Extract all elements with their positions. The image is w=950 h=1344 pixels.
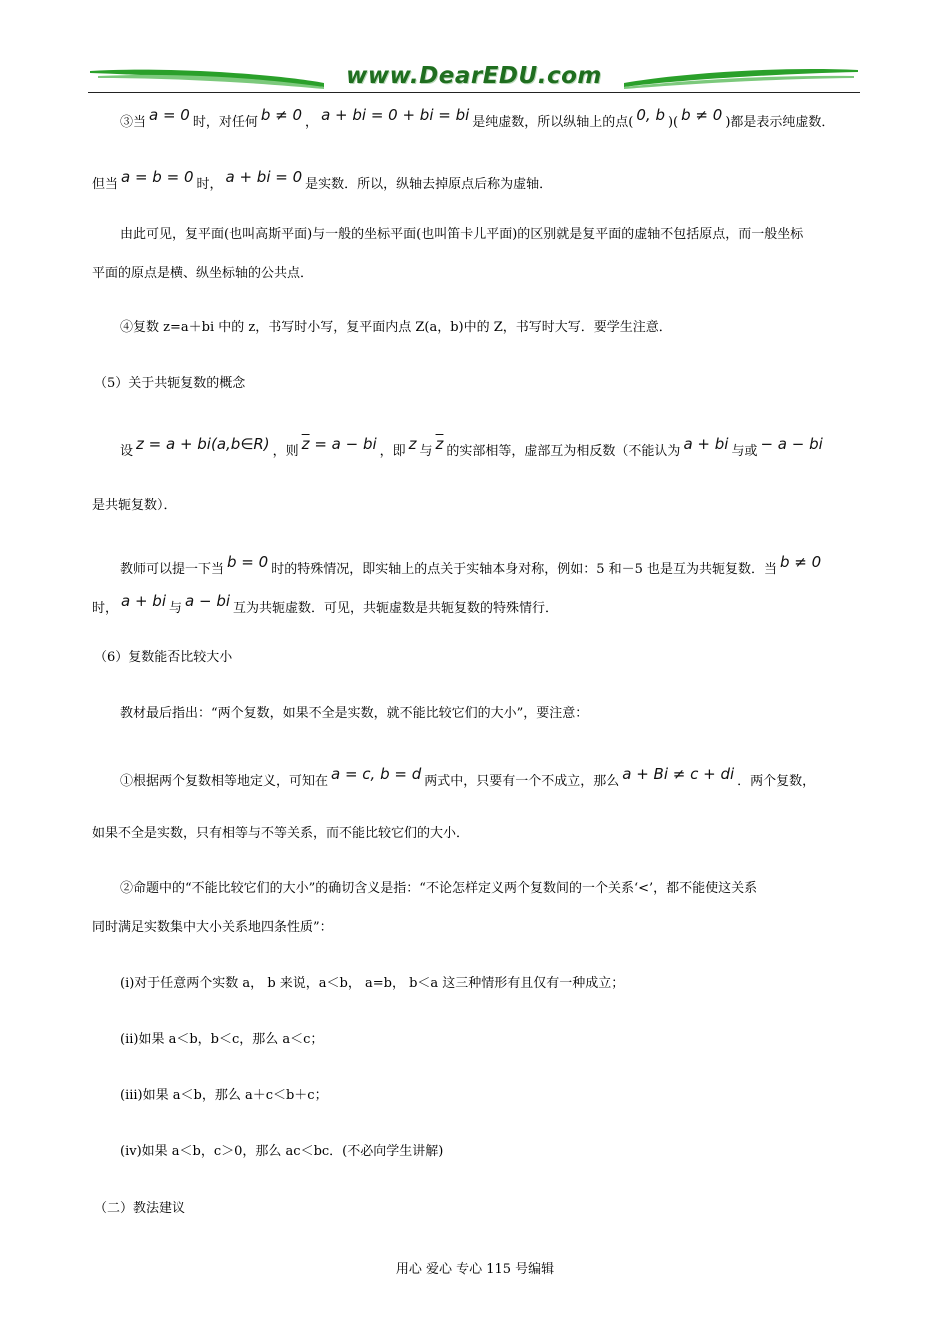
text: ，即: [379, 444, 406, 459]
property-item: (ii)如果 a＜b，b＜c，那么 a＜c；: [120, 1032, 324, 1047]
para-conjugate-line2: 是共轭复数）．: [92, 498, 177, 513]
text: 时，: [196, 177, 223, 192]
text: ，则: [272, 444, 299, 459]
math-formula: z: [408, 435, 417, 453]
math-part: = a − bi: [309, 435, 377, 453]
math-formula: a + bi: [683, 435, 729, 453]
math-formula: a + Bi ≠ c + di: [622, 765, 735, 783]
math-formula: z = a + bi(a,b∈R): [136, 435, 270, 453]
para-point2-line1: ②命题中的“不能比较它们的大小”的确切含义是指：“不论怎样定义两个复数间的一个关系‘<’，都不能使这关系: [120, 881, 758, 896]
text: 设: [120, 444, 134, 459]
text: 是纯虚数，所以纵轴上的点(: [472, 115, 634, 130]
math-formula: [299, 435, 380, 453]
text: 时，对任何: [192, 115, 258, 130]
text: 与或: [731, 444, 758, 459]
text: 与: [169, 601, 183, 616]
math-conjugate: $\overline{z}$: [301, 435, 310, 453]
math-formula: a + bi = 0 + bi = bi: [321, 106, 470, 124]
para-case-note: ④复数 z=a＋bi 中的 z，书写时小写，复平面内点 Z(a，b)中的 Z，书写时大写．要学生注意．: [120, 320, 672, 335]
para-special-case-line1: [120, 553, 824, 580]
text: 的实部相等，虚部互为相反数（不能认为: [446, 444, 681, 459]
math-formula: a + bi = 0: [225, 168, 303, 186]
page-header: [88, 62, 860, 96]
header-rule: [88, 92, 860, 93]
page-footer: 用心 爱心 专心 115 号编辑: [395, 1262, 555, 1277]
text: 时，: [92, 601, 119, 616]
text: ①根据两个复数相等地定义，可知在: [120, 774, 329, 789]
text: 与: [419, 444, 433, 459]
text: )(: [667, 115, 679, 130]
text: 教师可以提一下当: [120, 562, 225, 577]
section-heading-5: （5）关于共轭复数的概念: [94, 376, 246, 391]
text: 但当: [92, 177, 119, 192]
property-item: (iii)如果 a＜b，那么 a＋c＜b＋c；: [120, 1088, 328, 1103]
math-formula: b ≠ 0: [780, 553, 822, 571]
text: 时的特殊情况，即实轴上的点关于实轴本身对称，例如：5 和－5 也是互为共轭复数．当: [271, 562, 777, 577]
para-pure-imaginary-line2: [92, 168, 553, 195]
math-formula: b ≠ 0: [681, 106, 723, 124]
para-point1-line1: [120, 765, 816, 792]
para-plane-line1: 由此可见，复平面(也叫高斯平面)与一般的坐标平面(也叫笛卡儿平面)的区别就是复平面的虚轴不包括原点，而一般坐标: [120, 227, 804, 242]
math-formula: b ≠ 0: [260, 106, 303, 124]
text: ，: [305, 115, 319, 130]
math-formula: a = b = 0: [121, 168, 194, 186]
text: 两式中，只要有一个不成立，那么: [424, 774, 620, 789]
text: ③当: [120, 115, 147, 130]
property-item: (iv)如果 a＜b，c＞0，那么 ac＜bc．(不必向学生讲解): [120, 1144, 444, 1159]
text: 是实数．所以，纵轴去掉原点后称为虚轴．: [305, 177, 553, 192]
math-formula: a + bi: [121, 592, 167, 610]
text: )都是表示纯虚数．: [725, 115, 835, 130]
text: 互为共轭虚数．可见，共轭虚数是共轭复数的特殊情行．: [233, 601, 559, 616]
section-heading-6: （6）复数能否比较大小: [94, 650, 233, 665]
math-formula: a = c, b = d: [331, 765, 422, 783]
para-special-case-line2: [92, 592, 559, 619]
para-textbook-note: 教材最后指出：“两个复数，如果不全是实数，就不能比较它们的大小”，要注意：: [120, 706, 589, 721]
para-point2-line2: 同时满足实数集中大小关系地四条性质”：: [92, 920, 333, 935]
para-plane-line2: 平面的原点是横、纵坐标轴的公共点．: [92, 266, 314, 281]
para-pure-imaginary-line1: [120, 106, 835, 133]
math-formula: b = 0: [227, 553, 269, 571]
math-formula: a − bi: [185, 592, 231, 610]
math-formula: a = 0: [149, 106, 190, 124]
text: ．两个复数，: [737, 774, 816, 789]
math-conjugate: $\overline{z}$: [435, 435, 444, 453]
section-heading-teaching: （二）教法建议: [94, 1201, 186, 1216]
site-logo[interactable]: www.DearEDU.com: [346, 63, 602, 89]
math-formula: 0, b: [636, 106, 665, 124]
para-conjugate-line1: [120, 435, 826, 462]
math-formula: − a − bi: [760, 435, 823, 453]
para-point1-line2: 如果不全是实数，只有相等与不等关系，而不能比较它们的大小．: [92, 826, 470, 841]
property-item: (i)对于任意两个实数 a， b 来说，a＜b， a=b， b＜a 这三种情形有且仅有一种成立；: [120, 976, 625, 991]
